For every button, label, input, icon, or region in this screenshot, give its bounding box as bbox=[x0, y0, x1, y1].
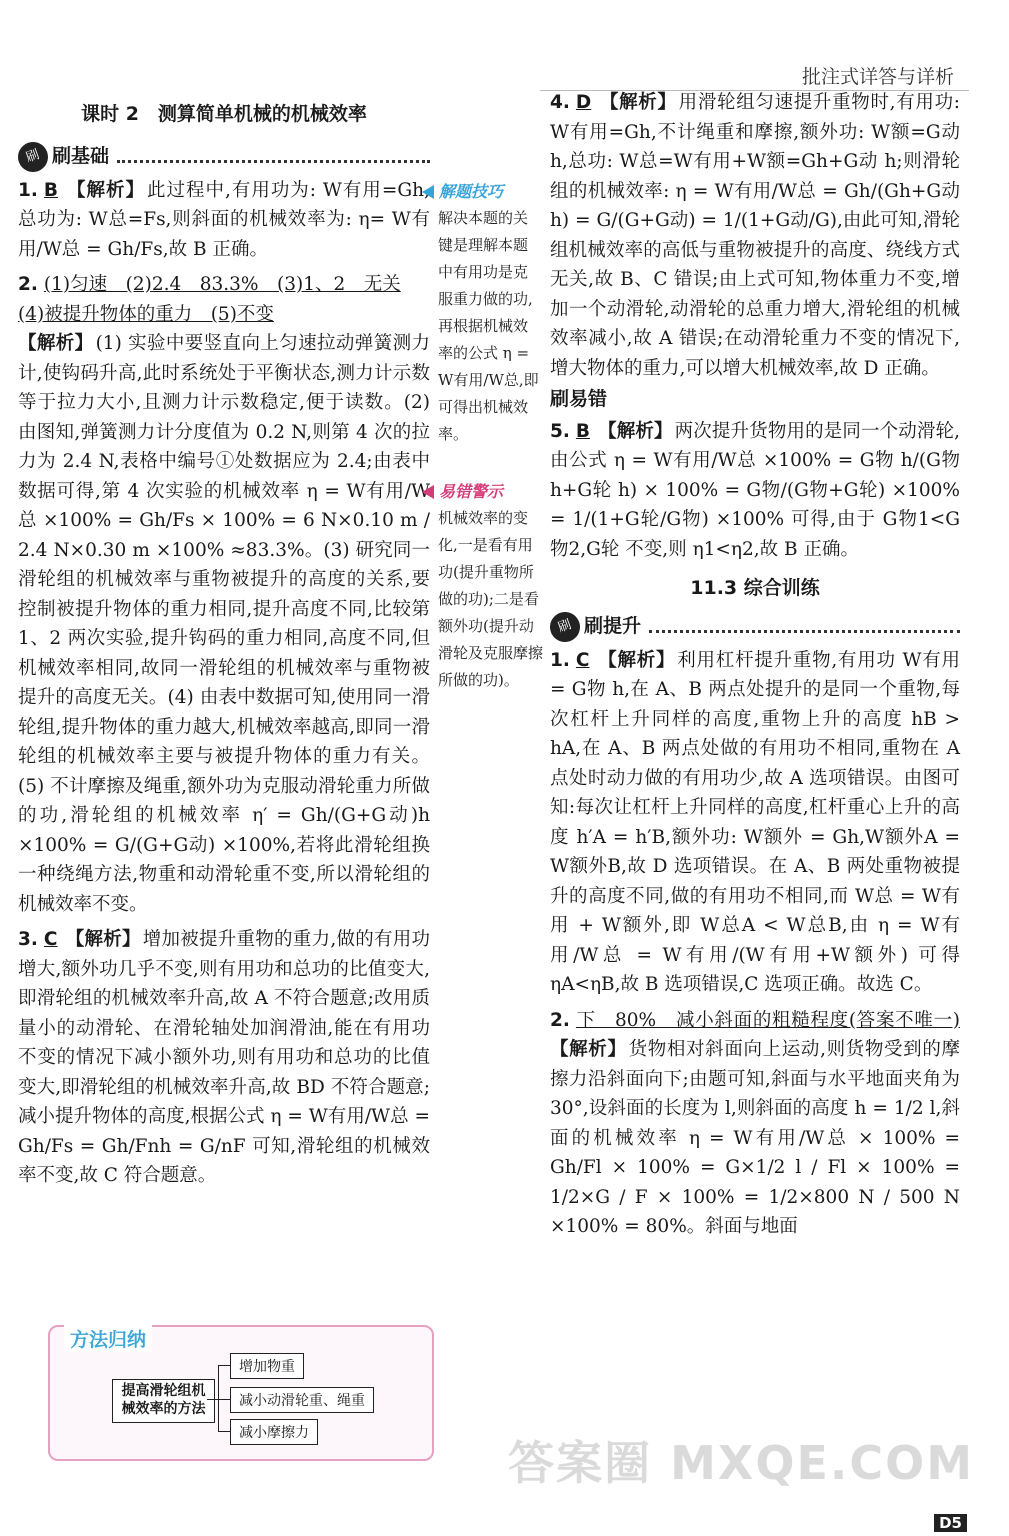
tip-text: 机械效率的变化,一是看有用功(提升重物所做的功);二是看额外功(提升动滑轮及克服摩擦所做的功)。 bbox=[438, 509, 544, 689]
dotted-divider bbox=[117, 150, 430, 163]
question-1 bbox=[18, 176, 430, 265]
method-root: 提高滑轮组机械效率的方法 bbox=[112, 1379, 215, 1423]
analysis-text: 此过程中,有用功为: W有用=Gh,总功为: W总=Fs,则斜面的机械效率为: η= W有用/W总 = Gh/Fs,故 B 正确。 bbox=[18, 179, 430, 260]
tree-branch bbox=[207, 1399, 218, 1400]
answer-choice: B bbox=[43, 179, 59, 201]
answer-choice: C bbox=[575, 649, 590, 671]
question-5 bbox=[550, 417, 960, 565]
margin-tip-1 bbox=[422, 178, 542, 448]
analysis-tag: 【解析】 bbox=[597, 649, 676, 671]
answer-line: (1)匀速 (2)2.4 83.3% (3)1、2 无关 bbox=[43, 274, 401, 295]
tree-branch bbox=[218, 1365, 230, 1366]
analysis-text: 利用杠杆提升重物,有用功 W有用 = G物 h,在 A、B 两点处提升的是同一个重物,每次杠杆上升同样的高度,重物上升的高度 hB > hA,在 A、B 两点处做的有用功不相同,重物在 A 点处时动力做的有用功少,故 A 选项错误。由图可知:每次让杠杆上升同样的高度,杠杆重心上升的高度 h′A = h′B,额外功: W额外 = Gh,W额外A = W额外B,故 D 选项错误。在 A、B 两处重物被提升的高度不同,做的有用功不相同,而 W总 = W有用 + W额外,即 W总A < W总B,由 η = W有用/W总 = W有用/(W有用+W额外) 可得 ηA<ηB,故 B 选项错误,C 选项正确。故选 C。 bbox=[550, 649, 960, 995]
analysis-tag: 【解析】 bbox=[598, 420, 673, 442]
page-number: D5 bbox=[934, 1514, 967, 1532]
analysis-tag: 【解析】 bbox=[65, 929, 141, 950]
method-item: 减小动滑轮重、绳重 bbox=[230, 1387, 374, 1413]
tip-text: 解决本题的关键是理解本题中有用功是克服重力做的功,再根据机械效率的公式 η = W有用/W总,即可得出机械效率。 bbox=[438, 209, 539, 443]
left-column bbox=[18, 92, 430, 1191]
analysis-tag: 【解析】 bbox=[18, 333, 94, 354]
tip-title-text: 解题技巧 bbox=[439, 182, 504, 201]
tree-branch bbox=[218, 1399, 230, 1400]
question-number: 5. bbox=[550, 420, 570, 442]
answer-line-2: (4)被提升物体的重力 (5)不变 bbox=[18, 303, 274, 325]
tip-title-text: 易错警示 bbox=[439, 482, 504, 501]
analysis-text: (1) 实验中要竖直向上匀速拉动弹簧测力计,使钩码升高,此时系统处于平衡状态,测力计示数等于拉力大小,且测力计示数稳定,便于读数。(2) 由图知,弹簧测力计分度值为 0.2 N,则第 4 次的拉力为 2.4 N,表格中编号①处数据应为 2.4;由表中数据可得,第 4 次实验的机械效率 η = W有用/W总 ×100% = Gh/Fs × 100% = 6 N×0.10 m / 2.4 N×0.30 m ×100% ≈83.3%。(3) 研究同一滑轮组的机械效率与重物被提升的高度的关系,要控制被提升物体的重力相同,提升高度不同,比较第 1、2 两次实验,提升钩码的重力相同,高度不同,但机械效率相同,故同一滑轮组的机械效率与重物被提升的高度无关。(4) 由表中数据可知,使用同一滑轮组,提升物体的重力越大,机械效率越高,即同一滑轮组的机械效率主要与被提升物体的重力有关。(5) 不计摩擦及绳重,额外功为克服动滑轮重力所做的功,滑轮组的机械效率 η′ = Gh/(G+G动)h ×100% = G/(G+G动) ×100%,若将此滑轮组换一种绕绳方法,物重和动滑轮重不变,所以滑轮组的机械效率不变。 bbox=[18, 333, 430, 915]
question-7 bbox=[550, 1006, 960, 1242]
brush-icon: 刷 bbox=[546, 607, 584, 645]
question-number: 4. bbox=[550, 92, 570, 113]
question-number: 2. bbox=[18, 274, 38, 295]
method-item: 增加物重 bbox=[230, 1353, 304, 1379]
answer-line: 下 80% 减小斜面的粗糙程度(答案不唯一) bbox=[575, 1009, 960, 1031]
answer-choice: D bbox=[575, 92, 592, 113]
section-error: 刷易错 bbox=[550, 388, 608, 410]
question-4 bbox=[550, 88, 960, 383]
method-item: 减小摩擦力 bbox=[230, 1419, 318, 1445]
method-title: 方法归纳 bbox=[64, 1325, 152, 1352]
method-summary-box bbox=[48, 1325, 434, 1461]
question-2 bbox=[18, 270, 430, 919]
section-title: 11.3 综合训练 bbox=[690, 577, 820, 599]
arrow-icon bbox=[422, 185, 434, 199]
tip-title bbox=[422, 478, 544, 505]
analysis-text: 货物相对斜面向上运动,则货物受到的摩擦力沿斜面向下;由题可知,斜面与水平地面夹角为 30°,设斜面的长度为 l,则斜面的高度 h = 1/2 l,斜面的机械效率 η = W有用/W总 × 100% = Gh/Fl × 100% = G×1/2 l / Fl × 100% = 1/2×G / F × 100% = 1/2×800 N / 500 N ×100% = 80%。斜面与地面 bbox=[550, 1039, 960, 1237]
section-basic bbox=[18, 142, 430, 172]
section-basic-label: 刷基础 bbox=[52, 144, 110, 167]
tip-title bbox=[422, 178, 542, 205]
analysis-tag: 【解析】 bbox=[66, 179, 145, 201]
brush-icon: 刷 bbox=[14, 137, 52, 175]
answer-choice: B bbox=[575, 420, 591, 442]
dotted-divider bbox=[649, 620, 960, 633]
watermark: 答案圈 MXQE.COM bbox=[508, 1436, 974, 1490]
question-number: 1. bbox=[550, 649, 570, 671]
analysis-tag: 【解析】 bbox=[550, 1039, 627, 1060]
section-improve-label: 刷提升 bbox=[584, 614, 642, 637]
question-number: 2. bbox=[550, 1009, 570, 1031]
lesson-title: 课时 2 测算简单机械的机械效率 bbox=[81, 103, 367, 125]
analysis-text: 用滑轮组匀速提升重物时,有用功: W有用=Gh,不计绳重和摩擦,额外功: W额=G动 h,总功: W总=W有用+W额=Gh+G动 h;则滑轮组的机械效率: η = W有用/W总 = Gh/(Gh+G动 h) = G/(G+G动) = 1/(1+G动/G),由此可知,滑轮组机械效率的高低与重物被提升的高度、绕线方式无关,故 B、C 错误;由上式可知,物体重力不变,增加一个动滑轮,动滑轮的总重力增大,滑轮组的机械效率减小,故 A 错误;在动滑轮重力不变的情况下,增大物体的重力,可以增大机械效率,故 D 正确。 bbox=[550, 92, 960, 379]
tree-branch bbox=[218, 1365, 219, 1431]
section-improve bbox=[550, 612, 960, 642]
analysis-text: 两次提升货物用的是同一个动滑轮,由公式 η = W有用/W总 ×100% = G物 h/(G物 h+G轮 h) × 100% = G物/(G物+G轮) ×100% = 1/(1+G轮/G物) ×100% 可得,由于 G物1<G物2,G轮 不变,则 η1<η2,故 B 正确。 bbox=[550, 420, 960, 560]
tree-branch bbox=[218, 1431, 230, 1432]
question-6 bbox=[550, 646, 960, 1000]
analysis-text: 增加被提升重物的重力,做的有用功增大,额外功几乎不变,则有用功和总功的比值变大,即滑轮组的机械效率升高,故 A 不符合题意;改用质量小的动滑轮、在滑轮轴处加润滑油,能在有用功不变的情况下减小额外功,则有用功和总功的比值变大,即滑轮组的机械效率升高,故 BD 不符合题意;减小提升物体的高度,根据公式 η = W有用/W总 = Gh/Fs = Gh/Fnh = G/nF 可知,滑轮组的机械效率不变,故 C 符合题意。 bbox=[18, 929, 430, 1186]
arrow-icon bbox=[422, 485, 434, 499]
question-3 bbox=[18, 925, 430, 1191]
question-number: 3. bbox=[18, 929, 38, 950]
answer-choice: C bbox=[43, 929, 58, 950]
analysis-tag: 【解析】 bbox=[599, 92, 677, 113]
right-column bbox=[550, 88, 960, 1242]
margin-tip-2 bbox=[422, 478, 544, 694]
header-title: 批注式详答与详析 bbox=[801, 66, 954, 88]
question-number: 1. bbox=[18, 179, 38, 201]
